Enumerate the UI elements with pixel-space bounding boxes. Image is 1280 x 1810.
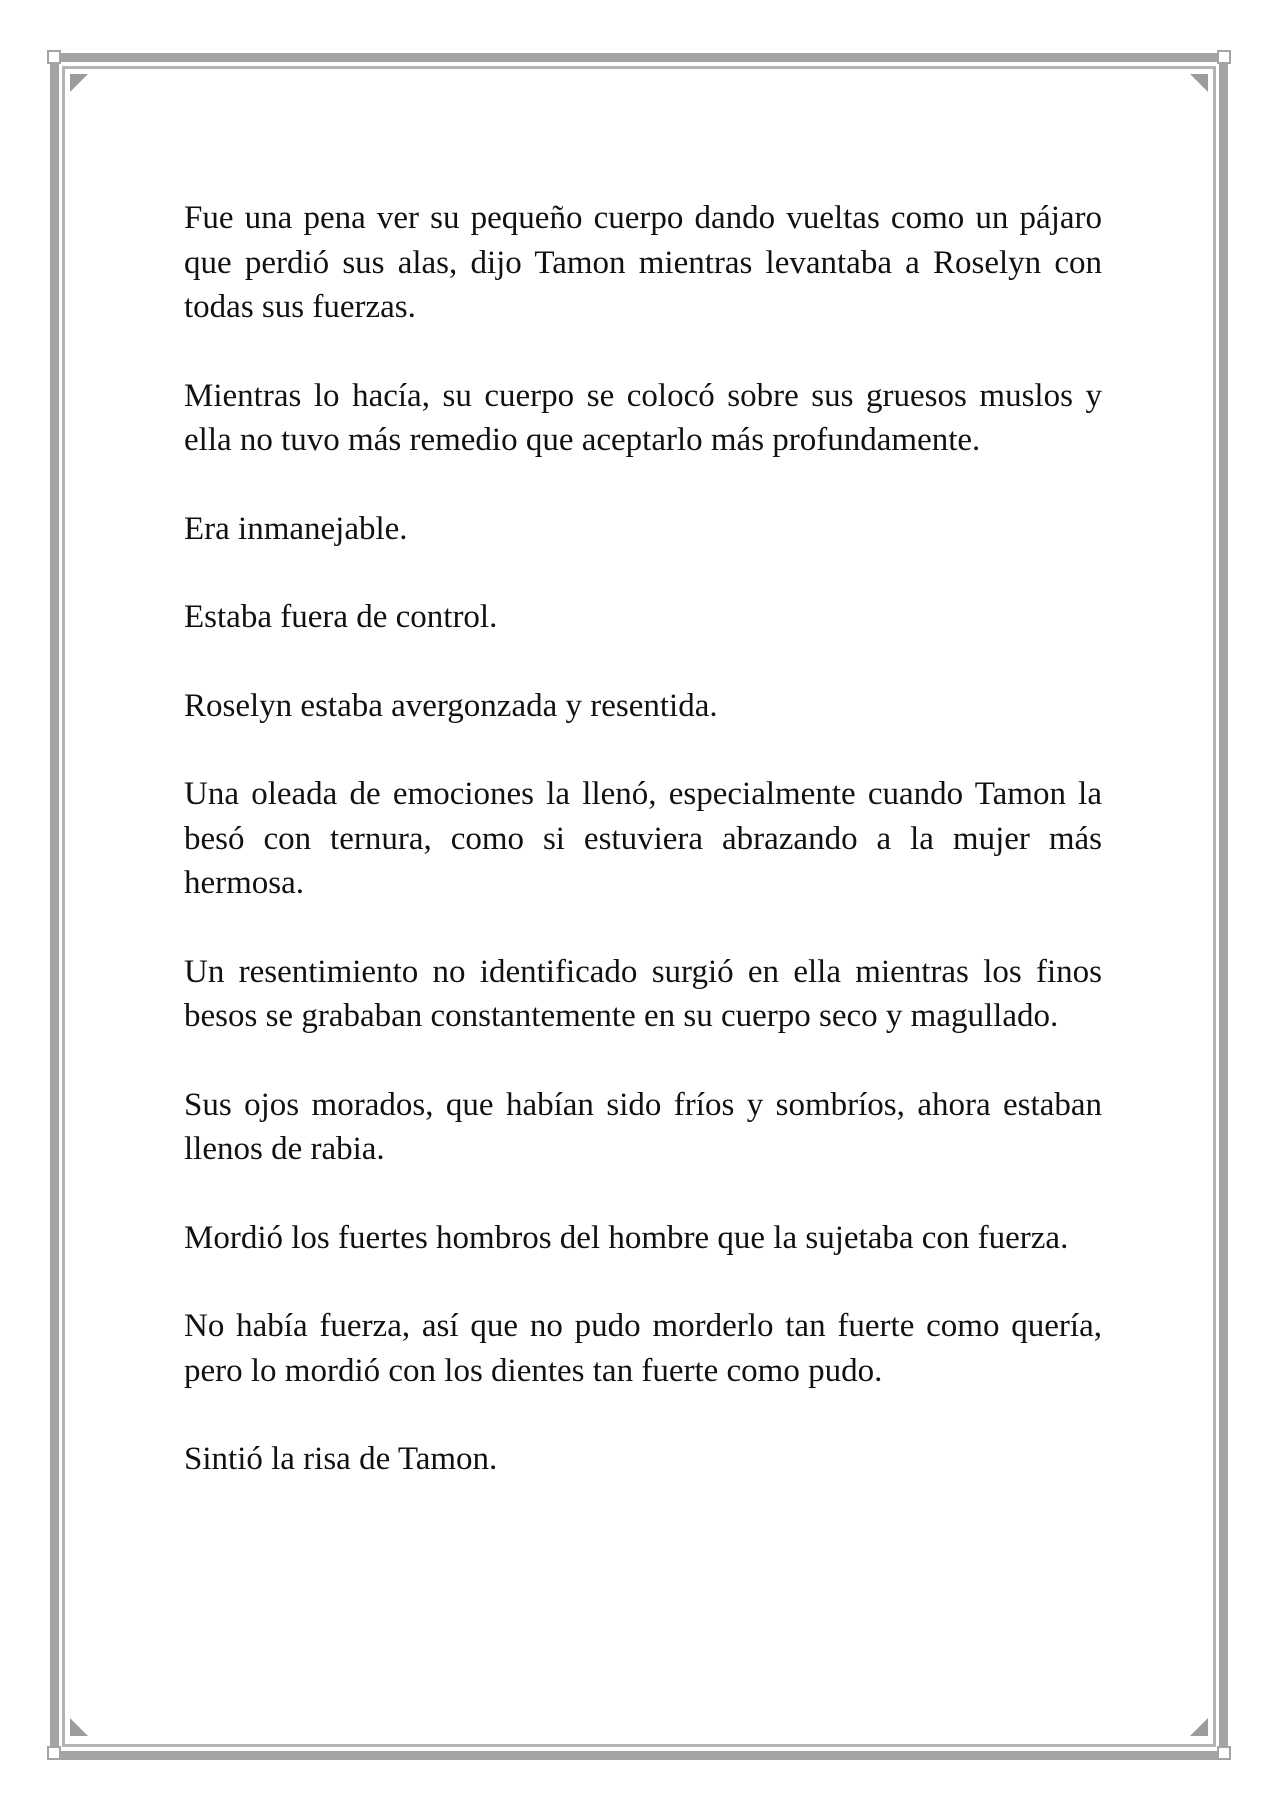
paragraph: Fue una pena ver su pequeño cuerpo dando vueltas como un pájaro que perdió sus alas, dijo Tamon mientras levantaba a Roselyn con todas sus fuerzas. bbox=[184, 200, 1102, 325]
paragraph: No había fuerza, así que no pudo morderlo tan fuerte como quería, pero lo mordió con los dientes tan fuerte como pudo. bbox=[184, 1308, 1102, 1389]
corner-triangle-top-left bbox=[70, 74, 88, 92]
corner-ornament-bottom-right bbox=[1217, 1746, 1231, 1760]
paragraph: Roselyn estaba avergonzada y resentida. bbox=[184, 687, 718, 724]
paragraph: Era inmanejable. bbox=[184, 510, 408, 547]
paragraph: Una oleada de emociones la llenó, especialmente cuando Tamon la besó con ternura, como si estuviera abrazando a la mujer más hermosa. bbox=[184, 776, 1102, 901]
corner-triangle-top-right bbox=[1190, 74, 1208, 92]
paragraph: Un resentimiento no identificado surgió en ella mientras los finos besos se grababan constantemente en su cuerpo seco y magullado. bbox=[184, 953, 1102, 1034]
corner-triangle-bottom-left bbox=[70, 1718, 88, 1736]
paragraph: Mientras lo hacía, su cuerpo se colocó sobre sus gruesos muslos y ella no tuvo más remedio que aceptarlo más profundamente. bbox=[184, 377, 1102, 458]
paragraph: Estaba fuera de control. bbox=[184, 599, 498, 635]
corner-ornament-top-left bbox=[47, 50, 61, 64]
corner-ornament-top-right bbox=[1217, 50, 1231, 64]
paragraph: Sus ojos morados, que habían sido fríos y sombríos, ahora estaban llenos de rabia. bbox=[184, 1086, 1102, 1167]
story-text bbox=[184, 196, 1102, 1526]
corner-ornament-bottom-left bbox=[47, 1746, 61, 1760]
corner-triangle-bottom-right bbox=[1190, 1718, 1208, 1736]
paragraph: Mordió los fuertes hombros del hombre que la sujetaba con fuerza. bbox=[184, 1219, 1069, 1256]
paragraph: Sintió la risa de Tamon. bbox=[184, 1441, 498, 1477]
